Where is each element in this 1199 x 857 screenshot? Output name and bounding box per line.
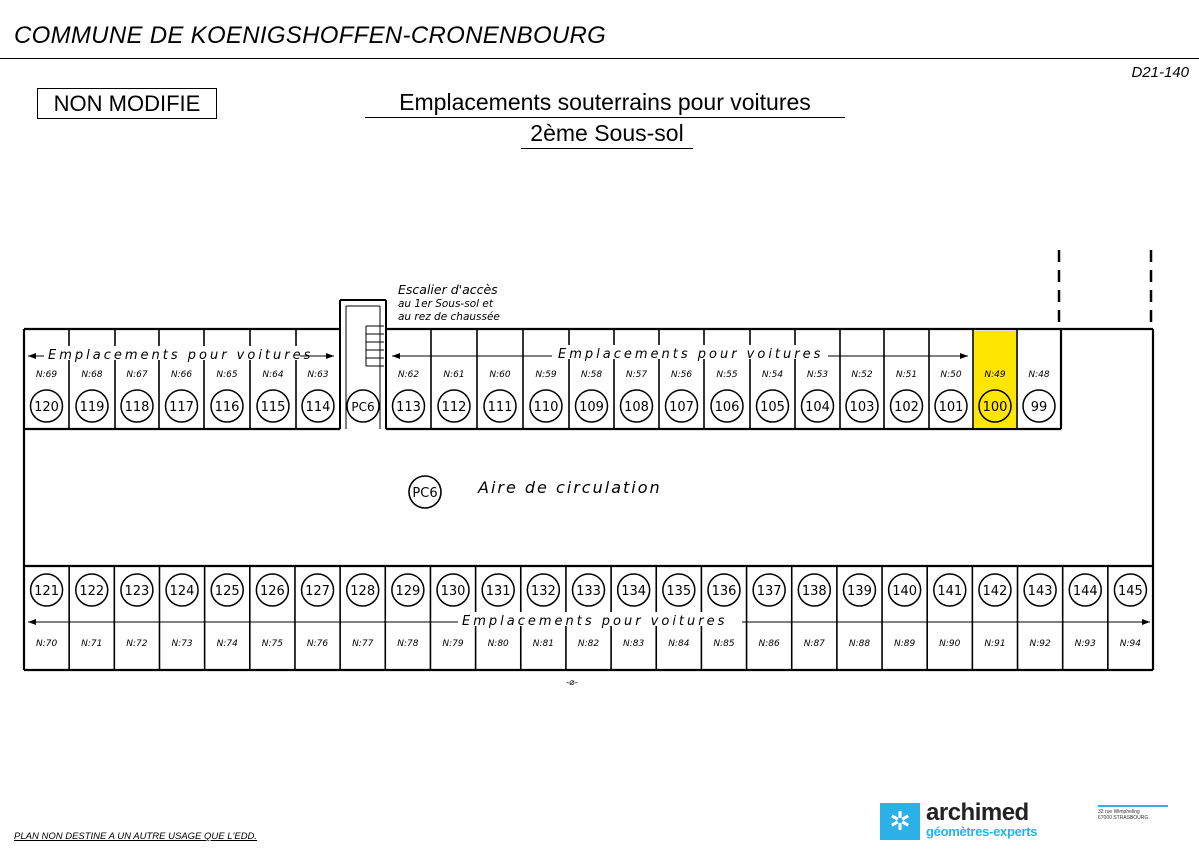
top-left-row-label	[28, 346, 334, 363]
parking-space	[1023, 329, 1061, 429]
parking-space	[166, 329, 205, 429]
space-number: 124	[169, 584, 195, 599]
plan-mark: -⌀-	[566, 678, 578, 688]
parking-space	[935, 329, 973, 429]
plan-subtitle: 2ème Sous-sol	[521, 120, 693, 149]
space-number: 111	[487, 400, 513, 415]
parking-space	[302, 329, 340, 429]
space-number: 113	[396, 400, 421, 415]
space-number: 140	[892, 584, 918, 599]
parking-space	[1024, 566, 1063, 670]
lot-number: N:49	[984, 370, 1006, 380]
parking-space	[843, 566, 882, 670]
stair-label-line3: au rez de chaussée	[398, 311, 500, 323]
parking-space	[621, 329, 660, 429]
lot-number: N:94	[1119, 639, 1142, 649]
compass-icon: ✲	[880, 803, 920, 840]
space-number: 132	[530, 584, 556, 599]
space-number: 129	[395, 584, 421, 599]
lot-number: N:74	[216, 639, 238, 649]
space-number: 145	[1118, 584, 1143, 599]
lot-number: N:72	[126, 639, 148, 649]
parking-space	[576, 329, 615, 429]
parking-space	[711, 329, 750, 429]
logo-address-line2: 67000 STRASBOURG	[1098, 815, 1149, 821]
lot-number: N:68	[81, 370, 103, 380]
lot-number: N:48	[1028, 370, 1050, 380]
bottom-label-text: Emplacements pour voitures	[462, 614, 728, 629]
lot-number: N:91	[984, 639, 1006, 649]
space-number: 104	[805, 400, 830, 415]
stair-steps	[366, 326, 384, 366]
space-number: 136	[711, 584, 737, 599]
lot-number: N:92	[1029, 639, 1051, 649]
lot-number: N:56	[670, 370, 693, 380]
space-number: 107	[669, 400, 694, 415]
usage-note: PLAN NON DESTINE A UN AUTRE USAGE QUE L'EDD.	[14, 831, 258, 842]
space-number: 108	[624, 400, 649, 415]
space-number: 101	[938, 400, 964, 415]
space-number: 122	[79, 584, 105, 599]
space-number: 141	[937, 584, 963, 599]
parking-space	[934, 566, 973, 670]
lot-number: N:65	[216, 370, 238, 380]
lot-number: N:77	[352, 639, 374, 649]
lot-number: N:82	[577, 639, 600, 649]
top-left-label-text: Emplacements pour voitures	[48, 348, 314, 363]
lot-number: N:73	[171, 639, 193, 649]
parking-space	[347, 566, 386, 670]
space-number: 119	[79, 400, 105, 415]
document-reference: D21-140	[1131, 64, 1189, 81]
space-number: 127	[305, 584, 330, 599]
space-number: 114	[305, 400, 331, 415]
lot-number: N:51	[895, 370, 918, 380]
parking-space	[76, 566, 115, 670]
space-number: 144	[1072, 584, 1098, 599]
lot-number: N:90	[939, 639, 961, 649]
lot-number: N:88	[848, 639, 871, 649]
space-number: 105	[760, 400, 785, 415]
space-number: 126	[259, 584, 285, 599]
lot-number: N:84	[668, 639, 690, 649]
parking-space	[802, 329, 841, 429]
logo-address-line1: 32 rue Wimpheling	[1098, 809, 1140, 815]
lot-number: N:60	[489, 370, 511, 380]
stair-label-line1: Escalier d'accès	[398, 282, 498, 297]
space-number: 100	[982, 400, 1008, 415]
lot-number: N:87	[803, 639, 825, 649]
lot-number: N:66	[170, 370, 193, 380]
parking-space	[257, 329, 296, 429]
space-number: 106	[714, 400, 740, 415]
space-number: 99	[1030, 400, 1048, 415]
space-number: 116	[214, 400, 240, 415]
top-right-row-label	[392, 345, 968, 362]
logo-address	[1098, 805, 1168, 821]
parking-space	[889, 566, 928, 670]
circulation-tag-text: PC6	[412, 486, 438, 501]
lot-number: N:50	[940, 370, 962, 380]
lot-number: N:93	[1074, 639, 1096, 649]
space-number: 115	[260, 400, 286, 415]
space-number: 134	[621, 584, 647, 599]
space-number: 109	[579, 400, 604, 415]
parking-space	[438, 329, 477, 429]
space-number: 138	[801, 584, 827, 599]
space-number: 121	[34, 584, 59, 599]
lot-number: N:63	[307, 370, 329, 380]
lot-number: N:71	[81, 639, 103, 649]
lot-number: N:54	[761, 370, 784, 380]
space-number: 123	[124, 584, 150, 599]
lot-number: N:57	[625, 370, 648, 380]
lot-number: N:81	[532, 639, 554, 649]
space-number: 128	[350, 584, 376, 599]
dashed-boundary	[1059, 250, 1151, 329]
lot-number: N:80	[487, 639, 509, 649]
parking-space	[31, 329, 70, 429]
parking-space	[753, 566, 792, 670]
space-number: 112	[441, 400, 467, 415]
parking-space	[121, 566, 160, 670]
space-number: 102	[894, 400, 919, 415]
space-number: 110	[533, 400, 559, 415]
lot-number: N:70	[35, 639, 58, 649]
lot-number: N:78	[397, 639, 419, 649]
top-right-label-text: Emplacements pour voitures	[558, 347, 824, 362]
space-number: 118	[124, 400, 150, 415]
lot-number: N:58	[580, 370, 603, 380]
space-number: 137	[756, 584, 782, 599]
company-logo	[880, 799, 1170, 843]
bottom-row-label	[28, 612, 1150, 629]
space-number: PC6	[351, 400, 375, 414]
plan-title: Emplacements souterrains pour voitures	[365, 89, 845, 118]
lot-number: N:75	[261, 639, 283, 649]
lot-number: N:76	[306, 639, 329, 649]
circulation-label: Aire de circulation	[478, 478, 662, 497]
circulation-tag	[409, 476, 441, 508]
parking-space	[1069, 566, 1108, 670]
parking-space	[121, 329, 159, 429]
parking-space	[211, 329, 250, 429]
parking-space	[798, 566, 837, 670]
parking-space	[530, 329, 569, 429]
commune-title: COMMUNE DE KOENIGSHOFFEN-CRONENBOURG	[14, 22, 607, 49]
lot-number: N:62	[397, 370, 420, 380]
parking-space	[76, 329, 115, 429]
parking-space	[846, 329, 884, 429]
parking-space	[166, 566, 205, 670]
parking-space	[392, 566, 431, 670]
lot-number: N:55	[716, 370, 738, 380]
status-badge: NON MODIFIE	[37, 88, 217, 119]
space-number: 117	[169, 400, 194, 415]
parking-space	[302, 566, 341, 670]
parking-space	[1114, 574, 1146, 649]
lot-number: N:79	[442, 639, 464, 649]
lot-number: N:85	[713, 639, 735, 649]
lot-number: N:83	[623, 639, 645, 649]
space-number: 135	[666, 584, 692, 599]
parking-space	[347, 390, 379, 422]
parking-space	[393, 329, 432, 429]
logo-subtitle: géomètres-experts	[926, 824, 1038, 839]
space-number: 125	[214, 584, 240, 599]
lot-number: N:69	[35, 370, 58, 380]
parking-space	[211, 566, 250, 670]
parking-space	[757, 329, 796, 429]
parking-space	[31, 566, 70, 670]
lot-number: N:52	[851, 370, 873, 380]
space-number: 143	[1027, 584, 1053, 599]
stair-label-line2: au 1er Sous-sol et	[398, 298, 493, 310]
space-number: 130	[440, 584, 466, 599]
parking-space	[256, 566, 295, 670]
space-number: 103	[849, 400, 875, 415]
space-number: 131	[485, 584, 511, 599]
lot-number: N:86	[758, 639, 780, 649]
parking-space	[979, 566, 1018, 670]
top-row-spaces	[31, 329, 1062, 429]
parking-space	[484, 329, 523, 429]
lot-number: N:67	[126, 370, 148, 380]
lot-number: N:53	[806, 370, 829, 380]
space-number: 139	[847, 584, 872, 599]
lot-number: N:89	[894, 639, 916, 649]
lot-number: N:59	[535, 370, 557, 380]
space-number: 120	[34, 400, 59, 415]
space-number: 133	[576, 584, 601, 599]
logo-name: archimed	[926, 799, 1029, 826]
space-number: 142	[982, 584, 1008, 599]
parking-space	[666, 329, 705, 429]
lot-number: N:61	[443, 370, 465, 380]
lot-number: N:64	[262, 370, 284, 380]
parking-space	[891, 329, 930, 429]
parking-space	[974, 329, 1017, 429]
